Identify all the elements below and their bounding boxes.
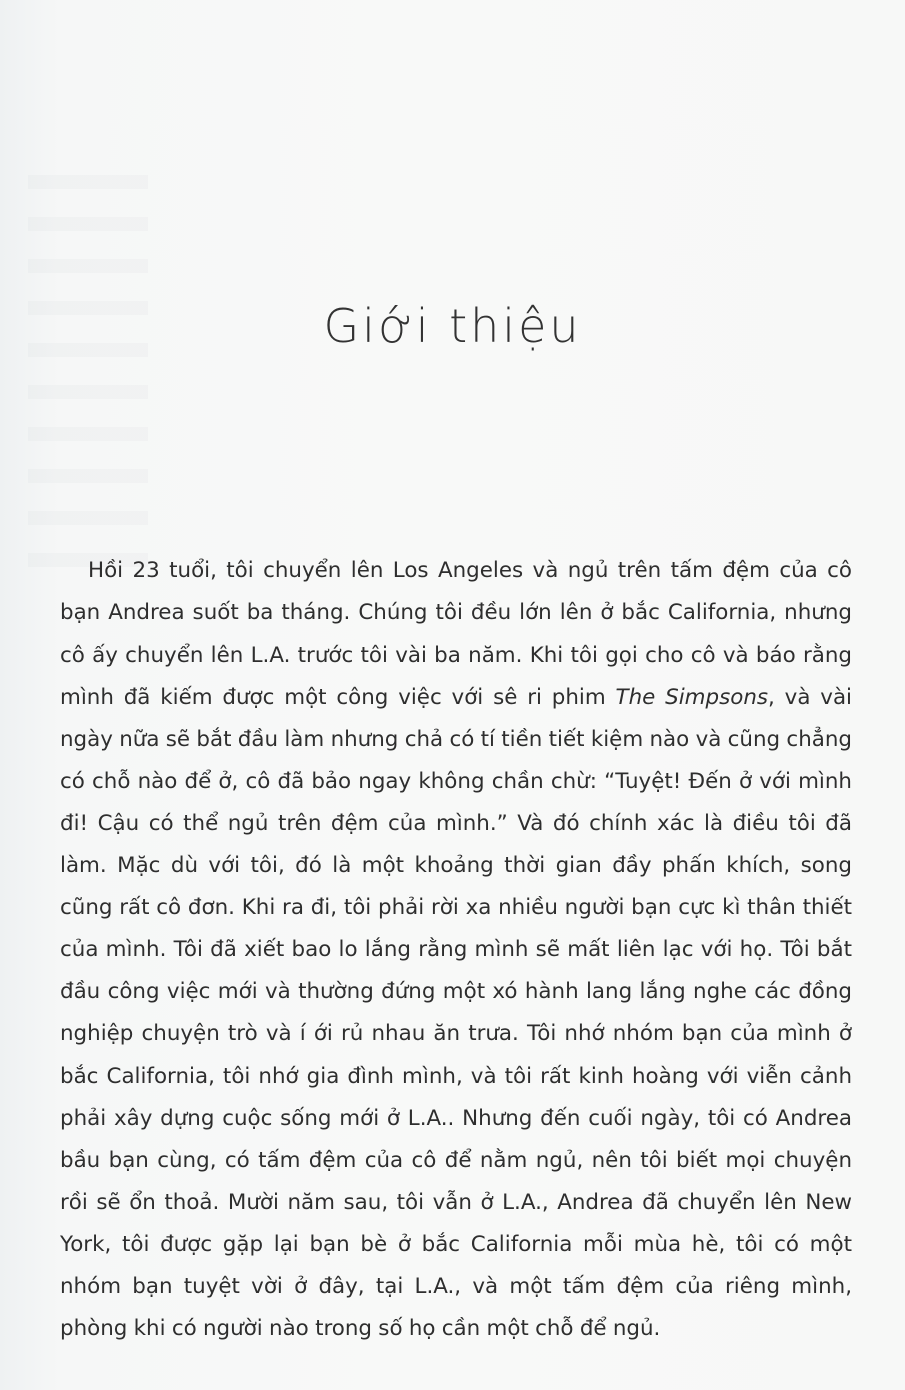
body-paragraph xyxy=(60,550,852,1350)
paragraph-text-part1: Hồi 23 tuổi, tôi chuyển lên Los Angeles và ngủ trên tấm đệm của cô bạn Andrea suốt ba tháng. Chúng tôi đều lớn lên ở bắc California, nhưng cô ấy chuyển lên L.A. trước tôi vài ba năm. Khi tôi gọi cho cô và báo rằng mình đã kiếm được một công việc với sê ri phim xyxy=(60,558,852,710)
chapter-title: Giới thiệu xyxy=(323,298,582,353)
show-title: The Simpsons xyxy=(615,684,769,710)
paragraph-text-part2: , và vài ngày nữa sẽ bắt đầu làm nhưng chả có tí tiền tiết kiệm nào và cũng chẳng có chỗ nào để ở, cô đã bảo ngay không chần chừ: “Tuyệt! Đến ở với mình đi! Cậu có thể ngủ trên đệm của mình.” Và đó chính xác là điều tôi đã làm. Mặc dù với tôi, đó là một khoảng thời gian đầy phấn khích, song cũng rất cô đơn. Khi ra đi, tôi phải rời xa nhiều người bạn cực kì thân thiết của mình. Tôi đã xiết bao lo lắng rằng mình sẽ mất liên lạc với họ. Tôi bắt đầu công việc mới và thường đứng một xó hành lang lắng nghe các đồng nghiệp chuyện trò và í ới rủ nhau ăn trưa. Tôi nhớ nhóm bạn của mình ở bắc California, tôi nhớ gia đình mình, và tôi rất kinh hoàng với viễn cảnh phải xây dựng cuộc sống mới ở L.A.. Nhưng đến cuối ngày, tôi có Andrea bầu bạn cùng, có tấm đệm của cô để nằm ngủ, nên tôi biết mọi chuyện rồi sẽ ổn thoả. Mười năm sau, tôi vẫn ở L.A., Andrea đã chuyển lên New York, tôi được gặp lại bạn bè ở bắc California mỗi mùa hè, tôi có một nhóm bạn tuyệt vời ở đây, tại L.A., và một tấm đệm của riêng mình, phòng khi có người nào trong số họ cần một chỗ để ngủ. xyxy=(60,684,852,1342)
show-through-text xyxy=(28,175,148,575)
